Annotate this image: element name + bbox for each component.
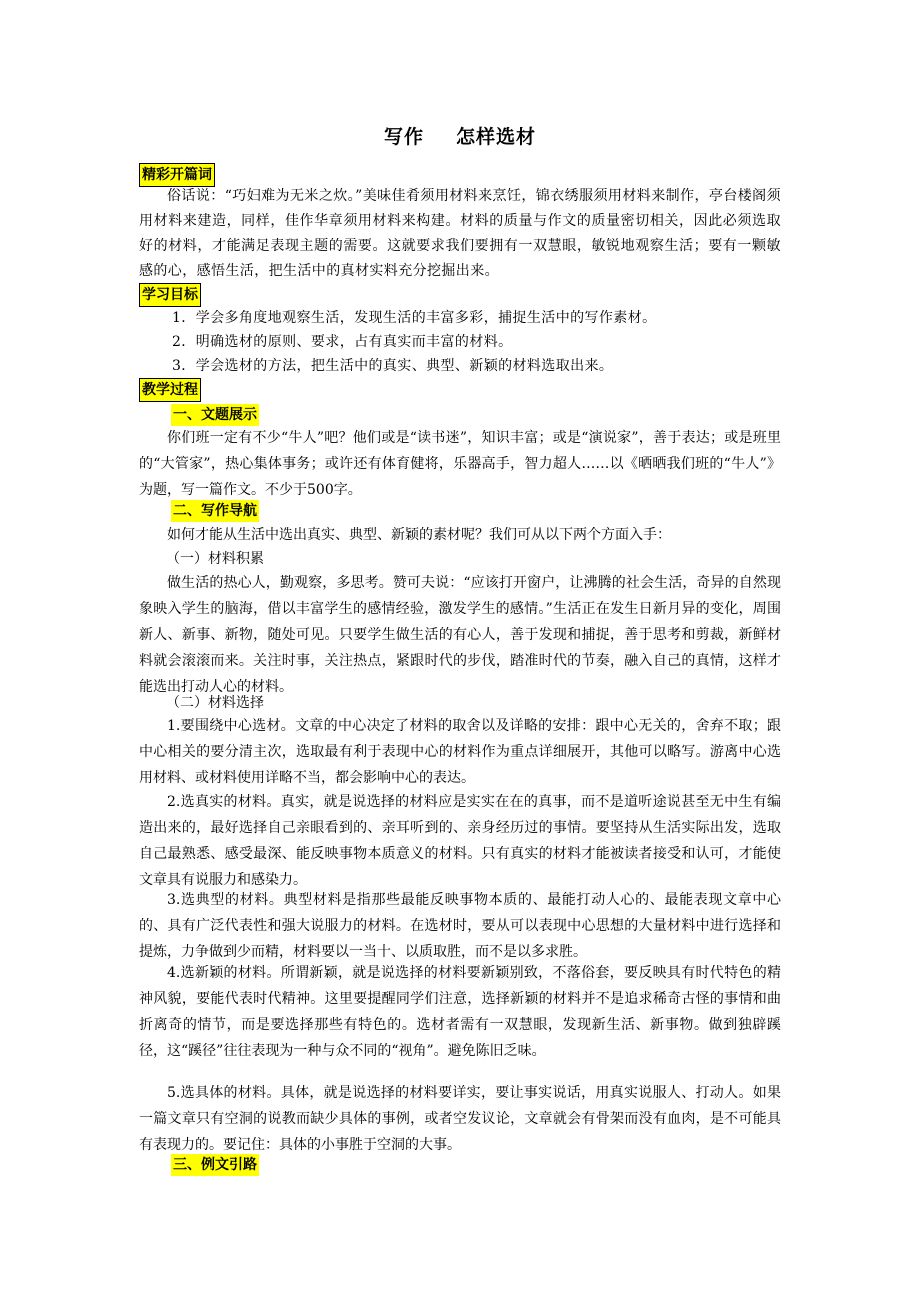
guide-intro: 如何才能从生活中选出真实、典型、新颖的素材呢？我们可从以下两个方面入手：	[167, 527, 671, 543]
guide-heading: 二、写作导航	[171, 500, 259, 522]
guide-point-2: 2.选真实的材料。真实，就是说选择的材料应是实实在在的真事，而不是道听途说甚至无中生有编造出来的，最好选择自己亲眼看到的、亲耳听到的、亲身经历过的事情。要坚持从生活实际出发，选取自己最熟悉、感受最深、能反映事物本质意义的材料。只有真实的材料才能被读者接受和认可，才能使文章具有说服力和感染力。	[139, 794, 781, 888]
opening-label: 精彩开篇词	[139, 163, 215, 187]
process-label: 教学过程	[139, 378, 201, 402]
guide-accumulation-paragraph: 做生活的热心人，勤观察，多思考。赞可夫说：“应该打开窗户，让沸腾的社会生活，奇异的自然现象映入学生的脑海，借以丰富学生的感情经验，激发学生的感情。”生活正在发生日新月异的变化，周围新人、新事、新物，随处可见。只要学生做生活的有心人，善于发现和捕捉，善于思考和剪裁，新鲜材料就会滚滚而来。关注时事，关注热点，紧跟时代的步伐，踏准时代的节奏，融入自己的真情，这样才能选出打动人心的材料。	[139, 575, 781, 695]
title-part-1: 写作	[383, 126, 424, 148]
goal-item-3: 3．学会选材的方法，把生活中的真实、典型、新颖的材料选取出来。	[172, 358, 614, 374]
guide-point-4: 4.选新颖的材料。所谓新颖，就是说选择的材料要新颖别致，不落俗套，要反映具有时代特色的精神风貌，要能代表时代精神。这里要提醒同学们注意，选择新颖的材料并不是追求稀奇古怪的事情和曲折离奇的情节，而是要选择那些有特色的。选材者需有一双慧眼，发现新生活、新事物。做到独辟蹊径，这“蹊径”往往表现为一种与众不同的“视角”。避免陈旧乏味。	[139, 965, 781, 1059]
goal-item-1: 1．学会多角度地观察生活，发现生活的丰富多彩，捕捉生活中的写作素材。	[172, 310, 657, 326]
guide-point-3: 3.选典型的材料。典型材料是指那些最能反映事物本质的、最能打动人心的、最能表现文章中心的、具有广泛代表性和强大说服力的材料。在选材时，要从可以表现中心思想的大量材料中进行选择和提炼，力争做到少而精，材料要以一当十、以质取胜，而不是以多求胜。	[139, 892, 781, 960]
title-part-2: 怎样选材	[456, 126, 537, 148]
topic-paragraph: 你们班一定有不少“牛人”吧？他们或是“读书迷”，知识丰富；或是“演说家”，善于表达；或是班里的“大管家”，热心集体事务；或许还有体育健将，乐器高手，智力超人……以《晒晒我们班的“牛人”》为题，写一篇作文。不少于500字。	[139, 430, 781, 498]
guide-point-5: 5.选具体的材料。具体，就是说选择的材料要详实，要让事实说话，用真实说服人、打动人。如果一篇文章只有空洞的说教而缺少具体的事例，或者空发议论，文章就会有骨架而没有血肉，是不可能具有表现力的。要记住：具体的小事胜于空洞的大事。	[139, 1085, 781, 1153]
example-heading: 三、例文引路	[171, 1154, 259, 1176]
topic-heading: 一、文题展示	[171, 404, 259, 426]
guide-point-1: 1.要围绕中心选材。文章的中心决定了材料的取舍以及详略的安排：跟中心无关的，舍弃不取；跟中心相关的要分清主次，选取最有利于表现中心的材料作为重点详细展开，其他可以略写。游离中心选用材料、或材料使用详略不当，都会影响中心的表达。	[139, 718, 781, 786]
page-title	[0, 122, 920, 149]
guide-subheading-1: （一）材料积累	[166, 551, 264, 567]
opening-paragraph: 俗话说：“巧妇难为无米之炊。”美味佳肴须用材料来烹饪，锦衣绣服须用材料来制作，亭台楼阁须用材料来建造，同样，佳作华章须用材料来构建。材料的质量与作文的质量密切相关，因此必须选取好的材料，才能满足表现主题的需要。这就要求我们要拥有一双慧眼，敏锐地观察生活；要有一颗敏感的心，感悟生活，把生活中的真材实料充分挖掘出来。	[139, 188, 781, 279]
goals-label: 学习目标	[139, 283, 201, 307]
goal-item-2: 2．明确选材的原则、要求，占有真实而丰富的材料。	[172, 334, 513, 350]
guide-subheading-2: （二）材料选择	[166, 695, 264, 711]
